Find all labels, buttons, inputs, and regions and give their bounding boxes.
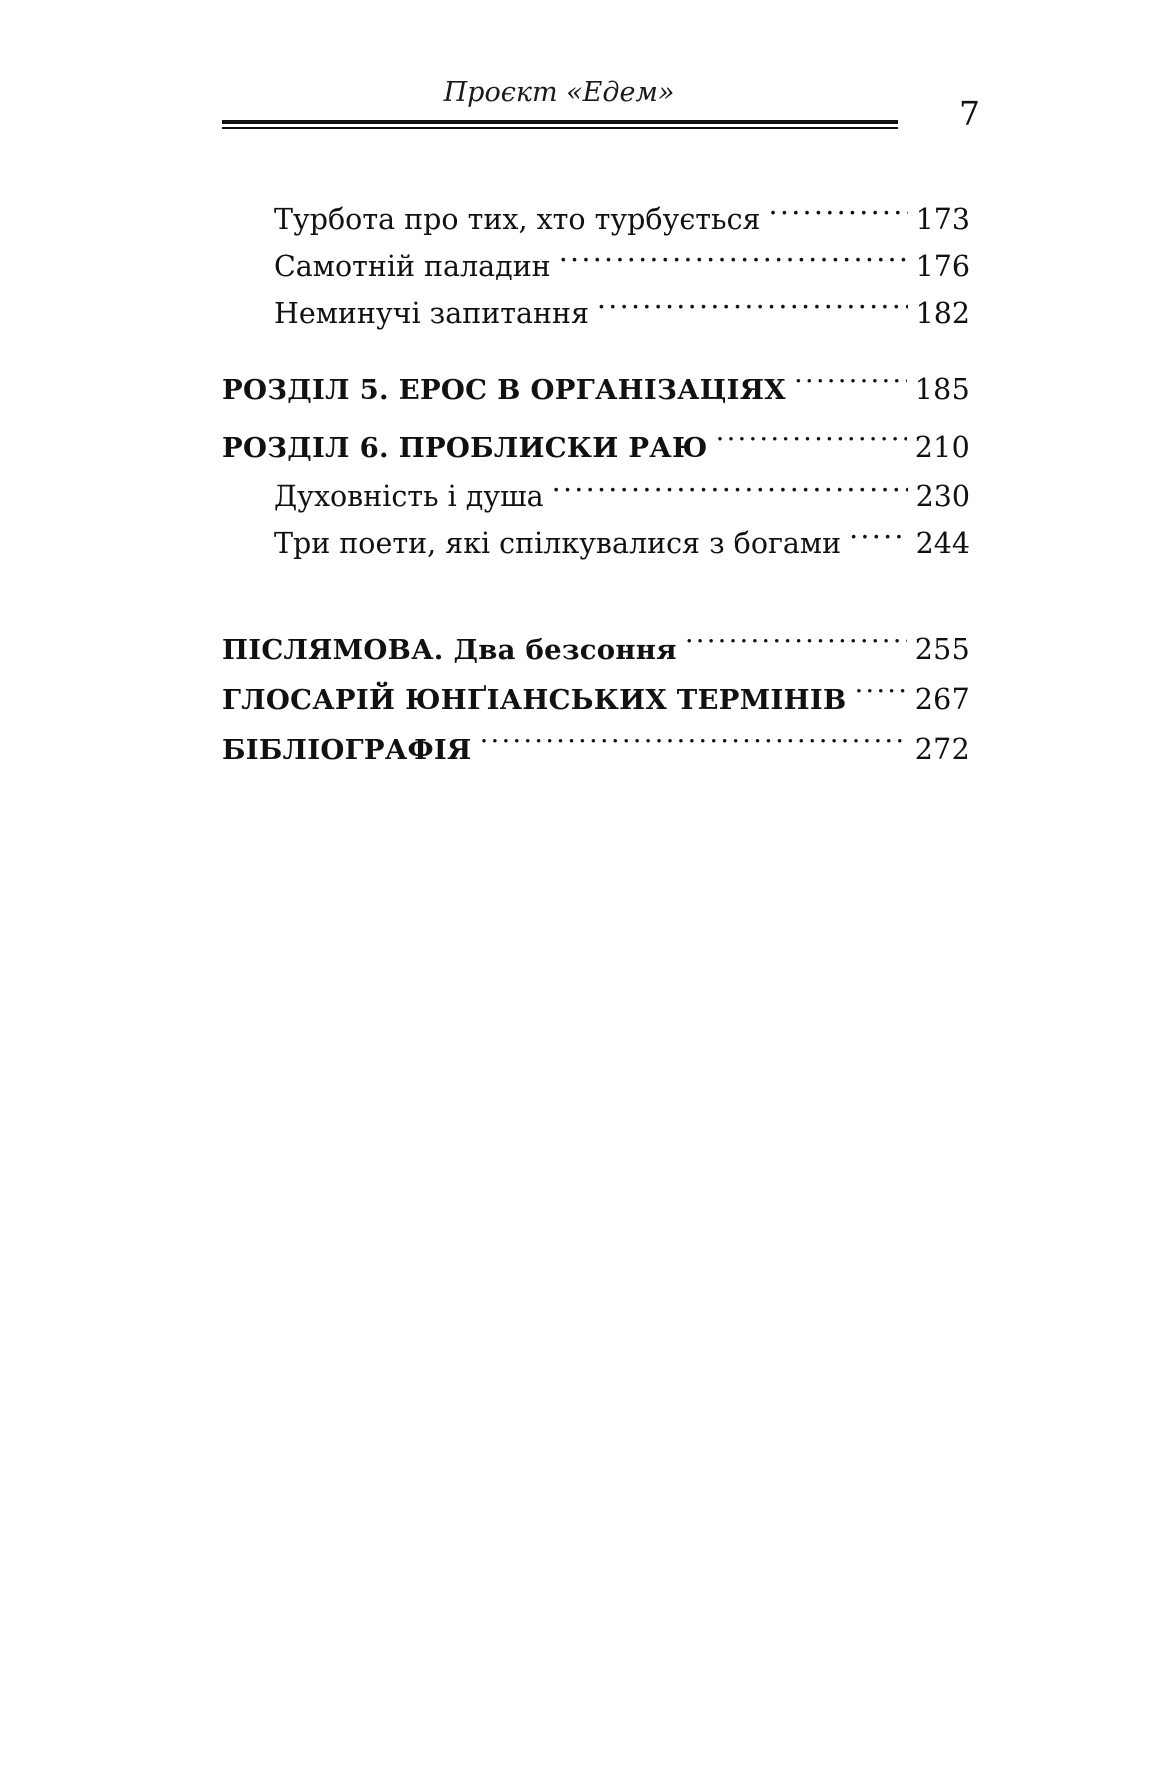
toc-chapter-page: 272 (914, 733, 970, 766)
toc-entry-title: Духовність і душа (274, 480, 544, 513)
header-double-rule (222, 120, 898, 130)
toc-chapter-title: ГЛОСАРІЙ ЮНҐІАНСЬКИХ ТЕРМІНІВ (222, 684, 847, 716)
toc-chapter-title: РОЗДІЛ 6. ПРОБЛИСКИ РАЮ (222, 432, 708, 464)
toc-chapter (222, 423, 970, 473)
dot-leader (794, 372, 907, 400)
header-rule-thick (222, 120, 898, 124)
toc-chapter-title: РОЗДІЛ 5. ЕРОС В ОРГАНІЗАЦІЯХ (222, 374, 786, 406)
toc-chapter (222, 675, 970, 725)
toc-entry (222, 196, 970, 243)
toc-spacer (222, 337, 970, 365)
dot-leader (559, 248, 908, 277)
dot-leader (597, 295, 908, 324)
toc-entry-page: 173 (915, 203, 970, 236)
toc-entry-page: 230 (915, 480, 970, 513)
toc-chapter (222, 365, 970, 415)
toc-spacer (222, 567, 970, 625)
table-of-contents (222, 196, 970, 775)
toc-spacer (222, 415, 970, 423)
toc-entry-page: 182 (915, 297, 970, 330)
toc-chapter-title: ПІСЛЯМОВА. Два безсоння (222, 634, 677, 666)
toc-entry-title: Неминучі запитання (274, 297, 589, 330)
toc-chapter-page: 255 (914, 633, 970, 666)
toc-chapter (222, 625, 970, 675)
dot-leader (854, 682, 906, 710)
toc-chapter-page: 185 (914, 373, 970, 406)
toc-entry (222, 473, 970, 520)
dot-leader (769, 201, 908, 230)
header-rule-thin (222, 127, 898, 129)
dot-leader (716, 430, 907, 458)
running-header-title: Проєкт «Едем» (443, 77, 675, 108)
page-number: 7 (959, 94, 980, 133)
toc-chapter-page: 210 (914, 431, 970, 464)
dot-leader (849, 525, 908, 554)
toc-chapter-title: БІБЛІОГРАФІЯ (222, 734, 472, 766)
dot-leader (685, 632, 907, 660)
toc-chapter-page: 267 (914, 683, 970, 716)
dot-leader (552, 478, 908, 507)
toc-entry (222, 290, 970, 337)
toc-entry-page: 176 (915, 250, 970, 283)
toc-entry-page: 244 (915, 527, 970, 560)
toc-entry-title: Три поети, які спілкувалися з богами (274, 527, 842, 560)
toc-entry (222, 520, 970, 567)
toc-entry-title: Самотній паладин (274, 250, 551, 283)
dot-leader (480, 732, 907, 760)
toc-entry-title: Турбота про тих, хто турбується (274, 203, 761, 236)
toc-chapter (222, 725, 970, 775)
toc-entry (222, 243, 970, 290)
